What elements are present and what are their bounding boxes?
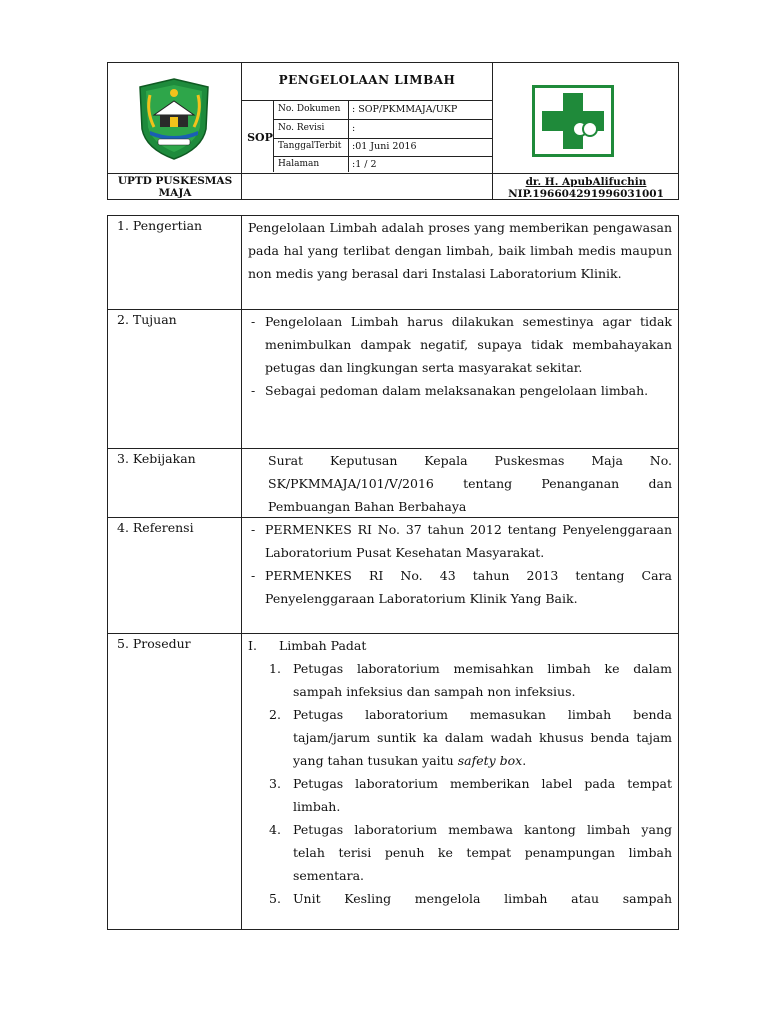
list-item: - PERMENKES RI No. 43 tahun 2013 tentang Cara Penyelenggaraan Laboratorium Klinik Yang Baik. <box>251 568 672 606</box>
list-item: 3. Petugas laboratorium memberikan label pada tempat limbah. <box>269 776 672 814</box>
prosedur-subsection-title: I. Limbah Padat <box>248 638 367 653</box>
prosedur-content <box>248 634 672 910</box>
sop-content-table <box>107 215 679 930</box>
document-header <box>107 62 679 200</box>
sop-label: SOP <box>247 131 273 144</box>
signer-nip: NIP.196604291996031001 <box>508 188 664 200</box>
document-title: PENGELOLAAN LIMBAH <box>278 73 456 87</box>
signer-name: dr. H. ApubAlifuchin <box>525 176 647 188</box>
tujuan-list <box>248 310 672 402</box>
meta-value-no-dokumen: : SOP/PKMMAJA/UKP <box>352 104 458 115</box>
list-item: - Sebagai pedoman dalam melaksanakan pengelolaan limbah. <box>251 383 649 398</box>
section-label-kebijakan: 3. Kebijakan <box>117 451 196 466</box>
meta-value-tanggal-terbit: :01 Juni 2016 <box>352 141 417 152</box>
referensi-list <box>248 518 672 610</box>
meta-label-tanggal-terbit: TanggalTerbit <box>278 141 342 151</box>
meta-label-no-revisi: No. Revisi <box>278 123 325 133</box>
list-item: 1. Petugas laboratorium memisahkan limbah ke dalam sampah infeksius dan sampah non infeksius. <box>269 661 672 699</box>
meta-value-halaman: :1 / 2 <box>352 159 377 170</box>
district-emblem-icon <box>136 77 212 161</box>
list-item: 4. Petugas laboratorium membawa kantong limbah yang telah terisi penuh ke tempat penampungan limbah sementara. <box>269 822 672 883</box>
signatory <box>493 176 679 200</box>
list-item: - PERMENKES RI No. 37 tahun 2012 tentang Penyelenggaraan Laboratorium Pusat Kesehatan Masyarakat. <box>251 522 672 560</box>
organization-name: UPTD PUSKESMAS MAJA <box>117 175 233 199</box>
section-label-tujuan: 2. Tujuan <box>117 312 177 327</box>
meta-label-halaman: Halaman <box>278 159 320 169</box>
list-item: 5. Unit Kesling mengelola limbah atau sampah <box>269 891 672 906</box>
pengertian-text: Pengelolaan Limbah adalah proses yang memberikan pengawasan pada hal yang terlibat dengan limbah, baik limbah medis maupun non medis yang berasal dari Instalasi Laboratorium Klinik. <box>248 220 672 281</box>
meta-value-no-revisi: : <box>352 123 356 134</box>
meta-label-no-dokumen: No. Dokumen <box>278 104 341 114</box>
puskesmas-logo-icon <box>532 85 614 157</box>
list-item: 2. Petugas laboratorium memasukan limbah benda tajam/jarum suntik ka dalam wadah khusus benda tajam yang tahan tusukan yaitu safety box. <box>269 707 672 768</box>
kebijakan-text: Surat Keputusan Kepala Puskesmas Maja No. SK/PKMMAJA/101/V/2016 tentang Penanganan dan Pembuangan Bahan Berbahaya <box>268 453 672 514</box>
section-label-prosedur: 5. Prosedur <box>117 636 191 651</box>
section-label-referensi: 4. Referensi <box>117 520 194 535</box>
list-item: - Pengelolaan Limbah harus dilakukan semestinya agar tidak menimbulkan dampak negatif, supaya tidak membahayakan petugas dan lingkungan serta masyarakat sekitar. <box>251 314 672 375</box>
section-label-pengertian: 1. Pengertian <box>117 218 203 233</box>
